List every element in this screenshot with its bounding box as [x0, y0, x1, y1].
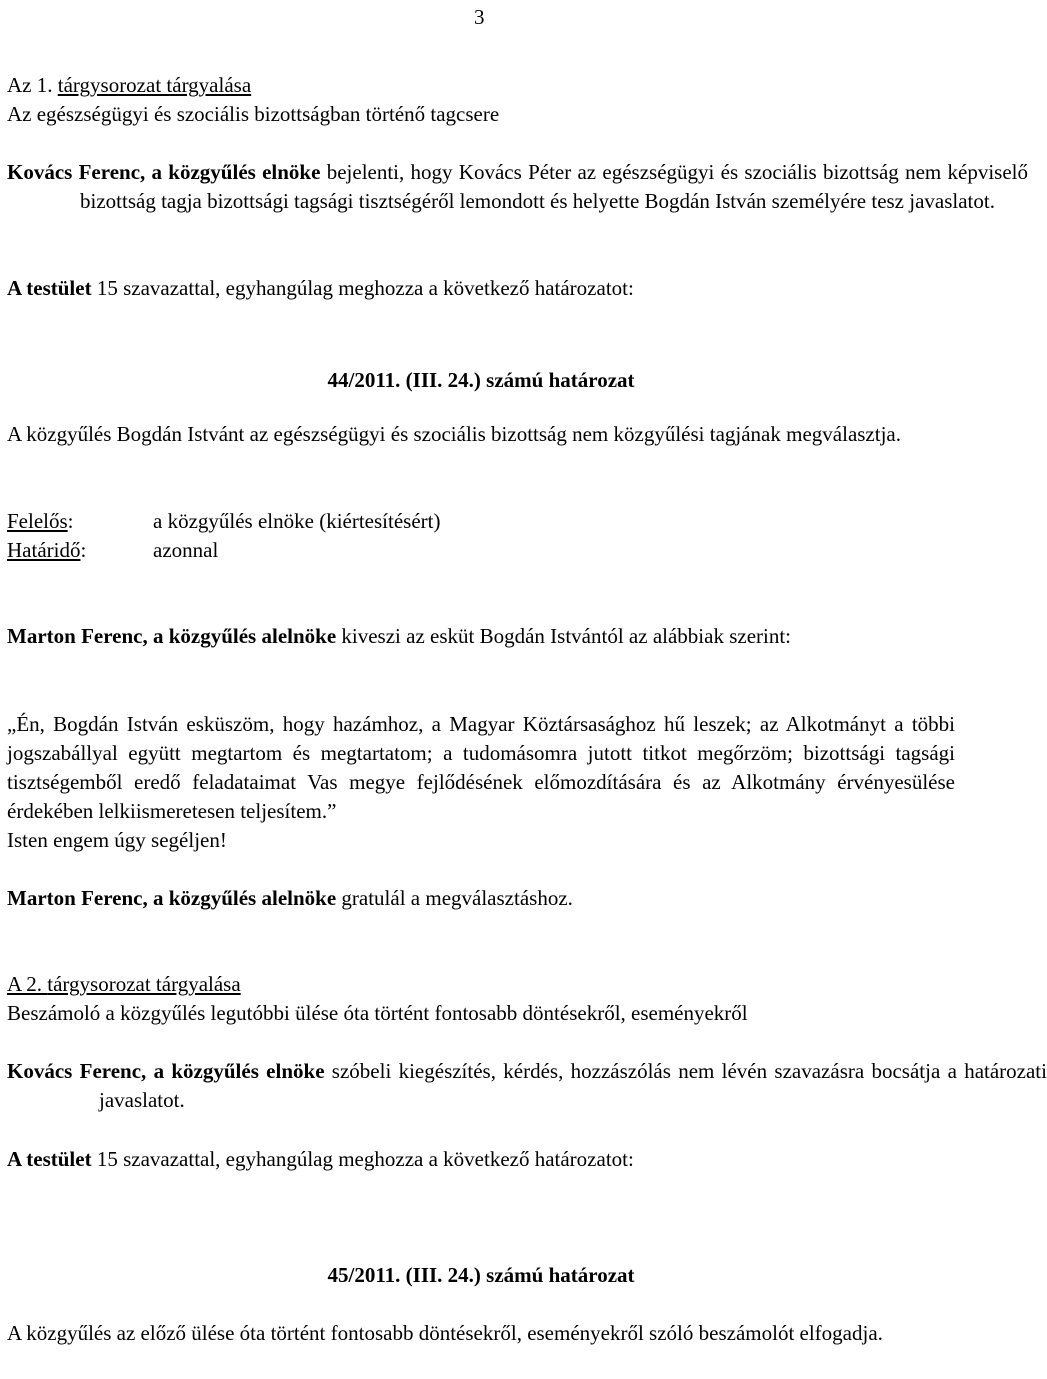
item2-subtitle: Beszámoló a közgyűlés legutóbbi ülése óta történt fontosabb döntésekről, eseményekről [7, 1001, 748, 1025]
item1-heading-prefix: Az 1. [7, 73, 58, 97]
item1-subtitle: Az egészségügyi és szociális bizottságban történő tagcsere [7, 102, 500, 126]
item2-heading-title: tárgysorozat tárgyalása [47, 972, 241, 996]
item1-heading-title: tárgysorozat tárgyalása [57, 73, 252, 97]
item2-speaker: Kovács Ferenc, a közgyűlés elnöke [7, 1059, 325, 1083]
item1-speaker: Kovács Ferenc, a közgyűlés elnöke [7, 160, 321, 184]
item1-oath-intro [7, 622, 955, 651]
item2-resolution-text: A közgyűlés az előző ülése óta történt fontosabb döntésekről, eseményekről szóló beszámolót elfogadja. [7, 1321, 883, 1345]
label-colon: : [80, 538, 87, 562]
item1-vote-subject: A testület [7, 276, 92, 300]
item2-vote-text: 15 szavazattal, egyhangúlag meghozza a következő határozatot: [91, 1147, 634, 1171]
item1-congratulation [7, 884, 955, 913]
item1-vote-text: 15 szavazattal, egyhangúlag meghozza a következő határozatot: [91, 276, 634, 300]
item2-announcement [7, 1057, 1047, 1115]
item1-responsibility [7, 507, 955, 565]
deadline-label: Határidő [7, 538, 81, 562]
item2-vote [7, 1145, 955, 1174]
congrats-text: gratulál a megválasztáshoz. [336, 886, 573, 910]
item1-vote [7, 274, 955, 303]
deadline-value: azonnal [153, 538, 219, 562]
item2-heading-prefix: A 2. [7, 972, 48, 996]
oath-speaker-text: kiveszi az esküt Bogdán Istvántól az alábbiak szerint: [336, 624, 792, 648]
label-colon: : [67, 509, 74, 533]
item1-speaker-text: bejelenti, hogy Kovács Péter az egészségügyi és szociális bizottság nem képviselő bizottság tagja bizottsági tagsági tisztségéről lemondott és helyette Bogdán István személyére tesz javaslatot. [80, 160, 1028, 213]
responsible-label: Felelős [7, 509, 68, 533]
item1-resolution-title: 44/2011. (III. 24.) számú határozat [327, 368, 635, 392]
oath-text: „Én, Bogdán István esküszöm, hogy hazámhoz, a Magyar Köztársasághoz hű leszek; az Alkotmányt a többi jogszabállyal együtt megtartom és megtartatom; a tudomásomra jutott titkot megőrzöm; bizottsági tagsági tisztségemből eredő feladataimat Vas megye fejlődésének előmozdítására és az Alkotmány érvényesülése érdekében lelkiismeretesen teljesítem.” [7, 712, 955, 823]
oath-closing: Isten engem úgy segéljen! [7, 828, 227, 852]
responsible-value: a közgyűlés elnöke (kiértesítésért) [153, 509, 441, 533]
item1-resolution-text: A közgyűlés Bogdán Istvánt az egészségügyi és szociális bizottság nem közgyűlési tagjának megválasztja. [7, 422, 901, 446]
oath-speaker: Marton Ferenc, a közgyűlés alelnöke [7, 624, 337, 648]
congrats-speaker: Marton Ferenc, a közgyűlés alelnöke [7, 886, 337, 910]
item2-speaker-text: szóbeli kiegészítés, kérdés, hozzászólás nem lévén szavazásra bocsátja a határozati javaslatot. [99, 1059, 1047, 1112]
item1-heading [7, 71, 955, 100]
item2-heading [7, 970, 955, 999]
item1-announcement [7, 158, 1028, 216]
page-number: 3 [474, 5, 485, 29]
item2-resolution-title: 45/2011. (III. 24.) számú határozat [327, 1263, 635, 1287]
item2-vote-subject: A testület [7, 1147, 92, 1171]
